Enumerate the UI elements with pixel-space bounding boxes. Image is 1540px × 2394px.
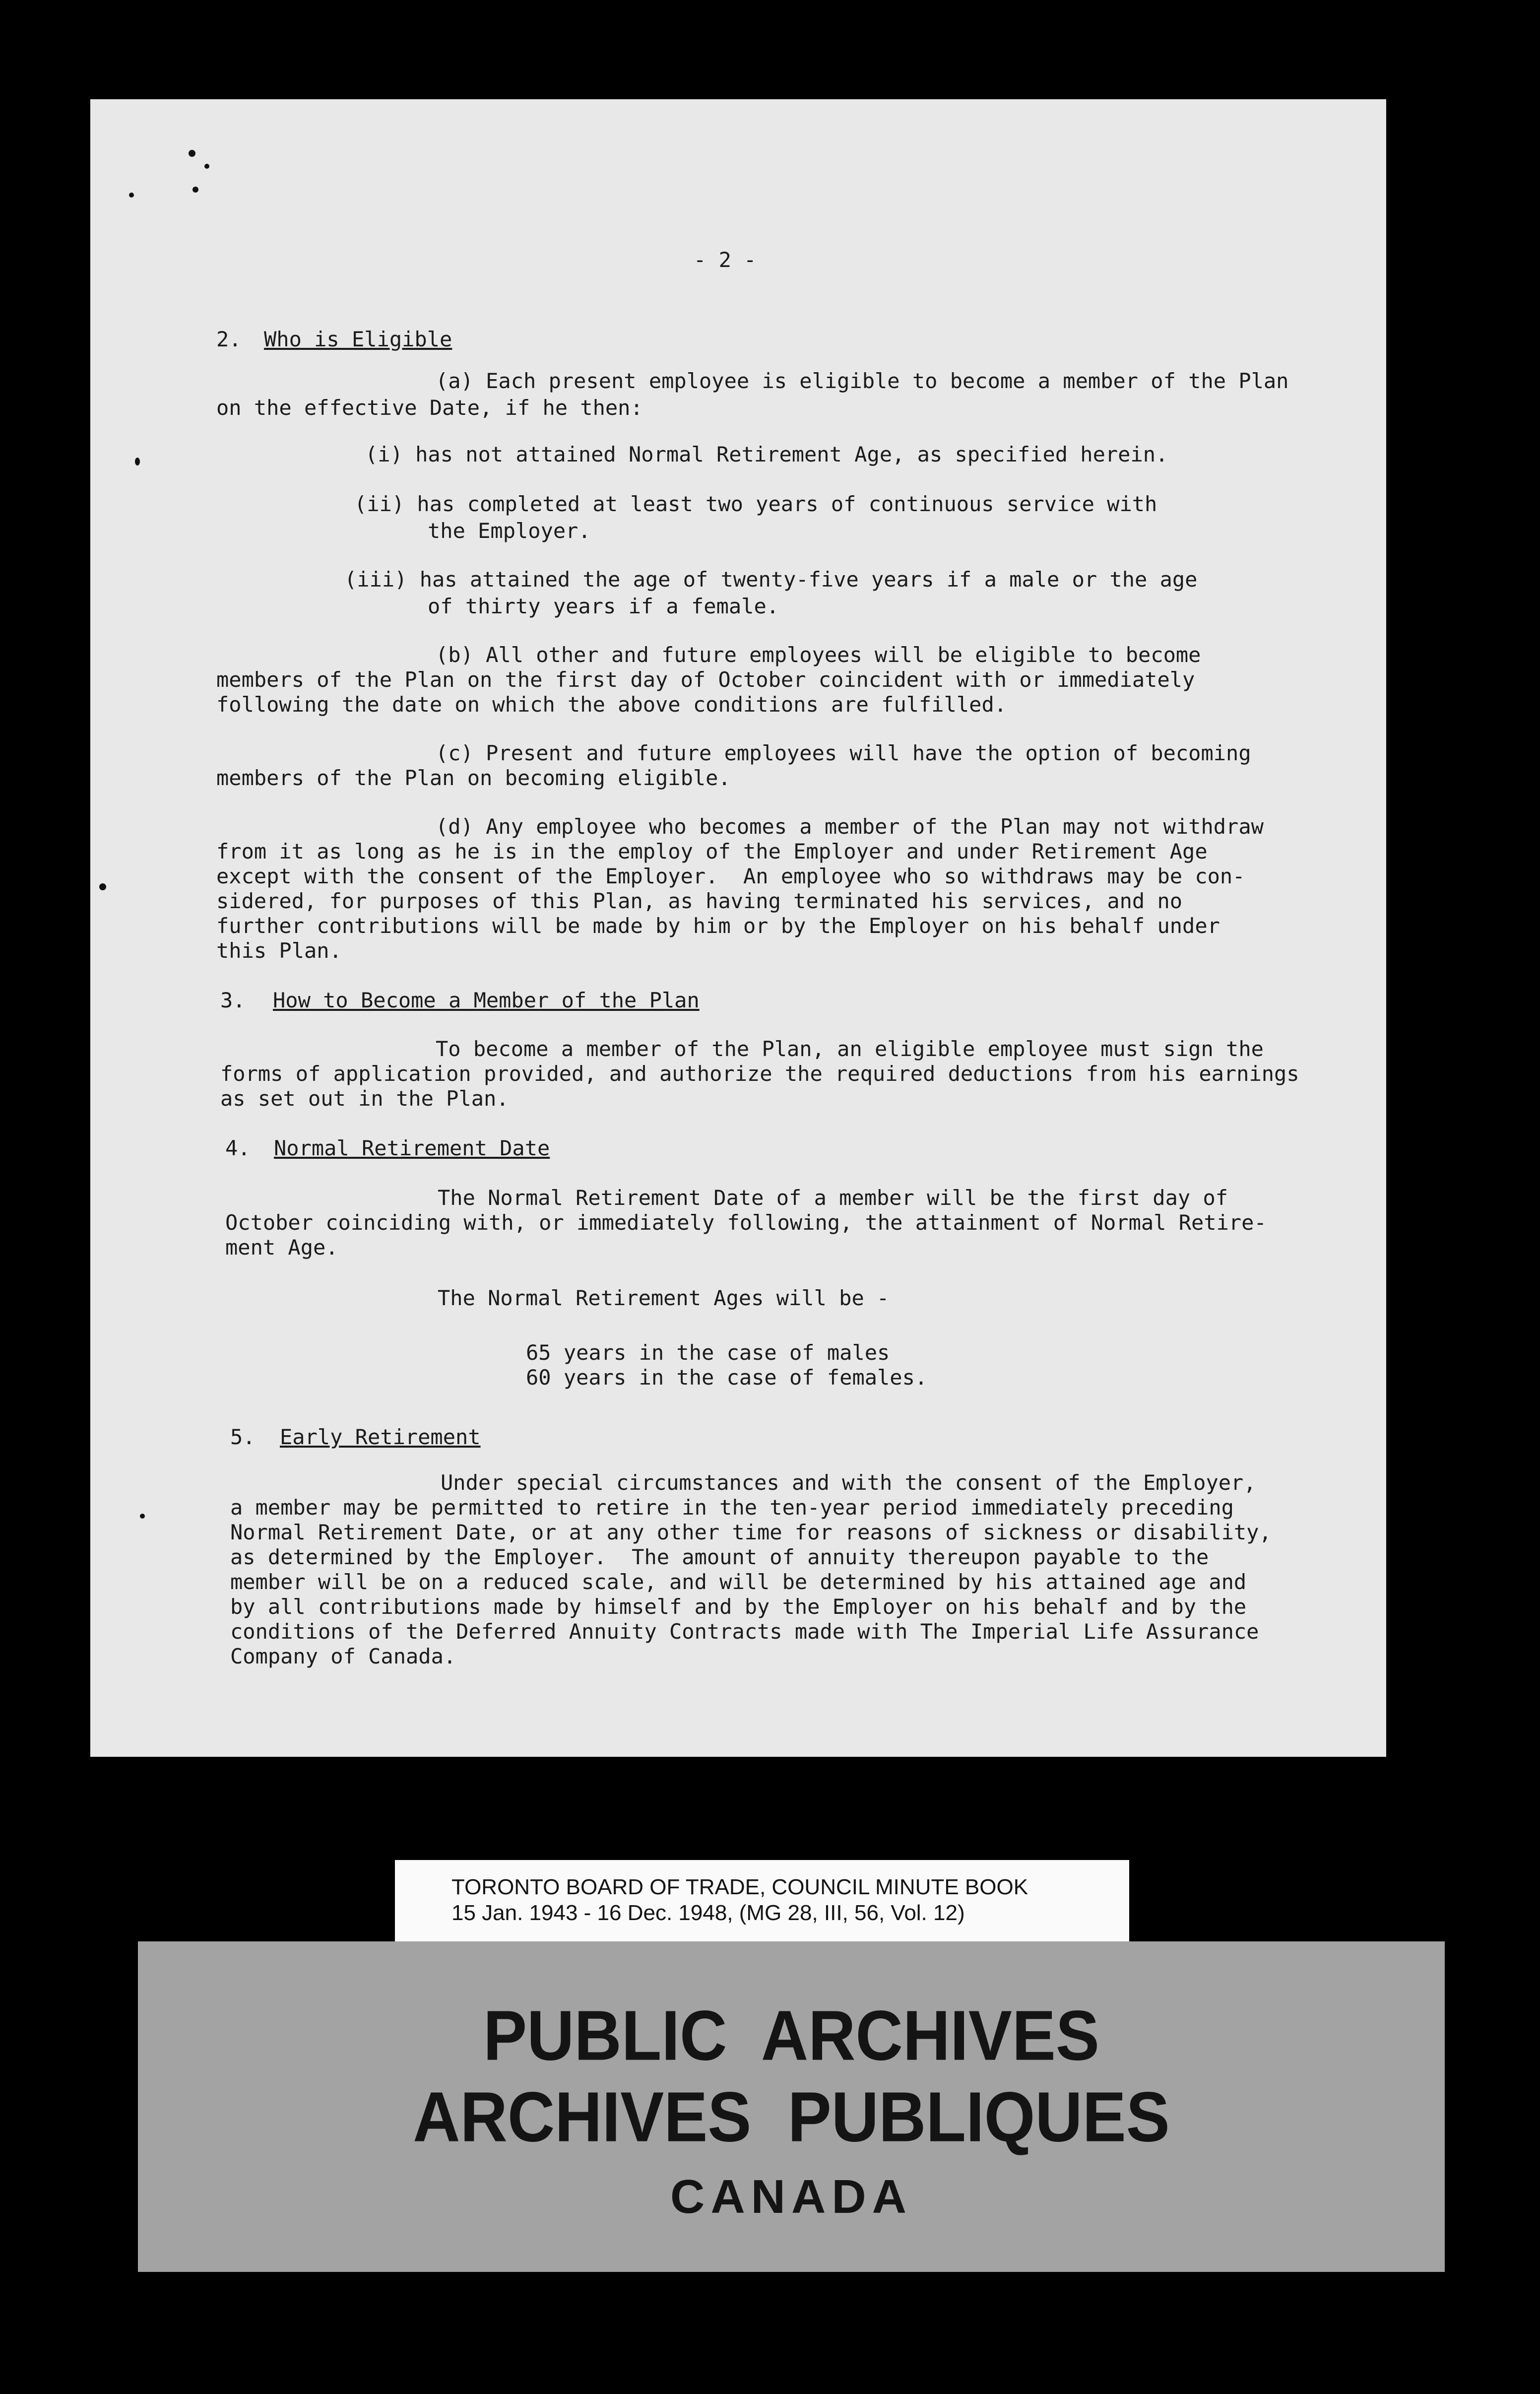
- para-d-line-3: except with the consent of the Employer. An employee who so withdraws may be con-: [216, 864, 1245, 888]
- archives-placard: [138, 1941, 1445, 2272]
- para-a-line-2: on the effective Date, if he then:: [216, 396, 643, 420]
- section-5-number: 5.: [230, 1425, 256, 1449]
- item-i-line-1: (i) has not attained Normal Retirement Age, as specified herein.: [365, 442, 1168, 466]
- para-b-line-3: following the date on which the above conditions are fulfilled.: [216, 692, 1007, 717]
- para-d-line-6: this Plan.: [216, 938, 342, 963]
- para-d-line-5: further contributions will be made by him or by the Employer on his behalf under: [216, 914, 1220, 938]
- para-d-line-2: from it as long as he is in the employ of the Employer and under Retirement Age: [216, 839, 1208, 864]
- page-number: - 2 -: [694, 248, 757, 272]
- section-5-line-2: a member may be permitted to retire in the ten-year period immediately preceding: [230, 1495, 1234, 1520]
- section-5-heading: Early Retirement: [280, 1425, 481, 1449]
- catalog-label: [395, 1860, 1129, 1943]
- placard-line-3: CANADA: [670, 2170, 912, 2223]
- typed-text: [90, 99, 1386, 1757]
- para-d-line-4: sidered, for purposes of this Plan, as having terminated his services, and no: [216, 889, 1183, 913]
- document-page: [90, 99, 1386, 1757]
- section-3-heading: How to Become a Member of the Plan: [273, 988, 700, 1012]
- section-4-line-5: 65 years in the case of males: [526, 1340, 890, 1365]
- para-b-line-2: members of the Plan on the first day of October coincident with or immediately: [216, 667, 1195, 692]
- section-5-line-1: Under special circumstances and with the consent of the Employer,: [441, 1470, 1256, 1495]
- section-3-number: 3.: [220, 988, 246, 1012]
- section-2-number: 2.: [216, 327, 242, 351]
- section-5-line-7: conditions of the Deferred Annuity Contracts made with The Imperial Life Assurance: [230, 1619, 1259, 1644]
- catalog-label-line-2: 15 Jan. 1943 - 16 Dec. 1948, (MG 28, III, 56, Vol. 12): [451, 1901, 965, 1925]
- section-5-line-5: member will be on a reduced scale, and will be determined by his attained age and: [230, 1570, 1247, 1594]
- section-4-line-1: The Normal Retirement Date of a member will be the first day of: [438, 1186, 1228, 1210]
- para-d-line-1: (d) Any employee who becomes a member of the Plan may not withdraw: [436, 814, 1264, 839]
- catalog-label-line-1: TORONTO BOARD OF TRADE, COUNCIL MINUTE BOOK: [451, 1875, 1028, 1899]
- section-4-line-4: The Normal Retirement Ages will be -: [438, 1286, 890, 1310]
- placard-line-2: ARCHIVES PUBLIQUES: [413, 2077, 1170, 2156]
- section-3-line-1: To become a member of the Plan, an eligible employee must sign the: [436, 1037, 1264, 1061]
- section-5-line-8: Company of Canada.: [230, 1644, 456, 1668]
- para-c-line-1: (c) Present and future employees will have the option of becoming: [436, 741, 1251, 765]
- item-ii-line-1: (ii) has completed at least two years of continuous service with: [354, 492, 1157, 516]
- section-5-line-6: by all contributions made by himself and by the Employer on his behalf and by the: [230, 1595, 1247, 1619]
- section-4-heading: Normal Retirement Date: [274, 1136, 550, 1160]
- para-a-line-1: (a) Each present employee is eligible to become a member of the Plan: [436, 369, 1289, 393]
- para-c-line-2: members of the Plan on becoming eligible.: [216, 766, 731, 790]
- section-2-heading: Who is Eligible: [264, 327, 452, 351]
- section-5-line-4: as determined by the Employer. The amount of annuity thereupon payable to the: [230, 1545, 1209, 1569]
- item-iii-line-2: of thirty years if a female.: [428, 594, 779, 618]
- placard-line-1: PUBLIC ARCHIVES: [483, 1996, 1099, 2075]
- section-4-line-2: October coinciding with, or immediately following, the attainment of Normal Retire-: [225, 1210, 1267, 1235]
- section-4-number: 4.: [225, 1136, 251, 1160]
- section-4-line-6: 60 years in the case of females.: [526, 1365, 928, 1390]
- item-ii-line-2: the Employer.: [428, 519, 591, 543]
- para-b-line-1: (b) All other and future employees will be eligible to become: [436, 643, 1201, 667]
- item-iii-line-1: (iii) has attained the age of twenty-five years if a male or the age: [344, 567, 1198, 592]
- section-3-line-3: as set out in the Plan.: [220, 1086, 509, 1111]
- section-3-line-2: forms of application provided, and authorize the required deductions from his earnings: [220, 1062, 1299, 1086]
- section-4-line-3: ment Age.: [225, 1235, 338, 1260]
- section-5-line-3: Normal Retirement Date, or at any other time for reasons of sickness or disability,: [230, 1520, 1272, 1544]
